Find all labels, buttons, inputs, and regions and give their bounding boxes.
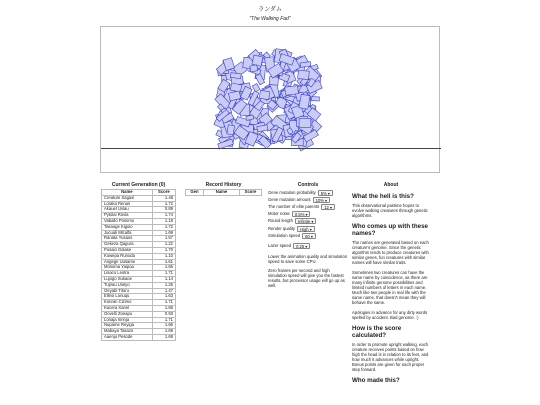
creature-name: Nupame Reyiga	[102, 323, 153, 329]
control-select[interactable]: 10% ▾	[313, 197, 330, 203]
column-header-score: Score	[152, 190, 175, 196]
creature-name: Pusaio Galase	[102, 247, 153, 253]
creature-segment	[299, 94, 310, 109]
creature-segment	[311, 97, 319, 101]
control-select[interactable]: 60 ▾	[302, 233, 316, 239]
about-text-names-1: The names are generated based on each creature's genome. Since the genetic algorithm tends to produce creatures with similar genes, fun creatures with similar names will have similar traits.	[352, 240, 429, 265]
creature-score: 0.93	[152, 311, 175, 317]
about-heading-names: Who comes up with these names?	[352, 223, 428, 237]
column-header-name: Name	[204, 190, 240, 196]
control-row	[268, 196, 348, 203]
speed-note: Zero frames per second and high simulation speed will give you the fastest results, but processor usage will go up as well.	[268, 267, 345, 288]
control-select[interactable]: 5% ▾	[318, 190, 333, 196]
about-text-score: In order to promote upright walking, each creature receives points based on how high the head is in relation to its feet, and how much it advances while upright. Bonus points are given for each proper step forward.	[352, 342, 429, 372]
creature-segment	[285, 86, 299, 96]
controls-header: Controls	[297, 182, 319, 188]
creature-name: Konran Cizimo	[102, 300, 153, 306]
creature-name: Ranata Yusaos	[102, 236, 153, 242]
control-label: Render quality	[268, 225, 296, 231]
creature-score: 1.14	[152, 276, 175, 282]
creature-score: 1.72	[152, 224, 175, 230]
lazer-speed-row	[268, 242, 348, 249]
table-row	[102, 334, 176, 340]
creature-score: 1.74	[152, 213, 175, 219]
creature-score: 1.48	[152, 195, 175, 201]
about-text-what: This observational pastime hopes to evolve walking creatures through genetic algorithms.	[352, 203, 428, 218]
creature-segment	[230, 73, 241, 79]
creature-segment	[299, 118, 311, 127]
creature-segment	[252, 84, 260, 92]
creature-score: 1.69	[152, 334, 175, 340]
creature-name: Lonaja Inrinja	[102, 317, 153, 323]
creature-score: 1.71	[152, 271, 175, 277]
creature-name: Akauel Uvlau	[102, 207, 153, 213]
creature-score: 0.89	[152, 207, 175, 213]
creature-segment	[298, 70, 310, 79]
control-select[interactable]: 12 ▾	[321, 204, 335, 210]
cpu-note: Lower the animation quality and simulation speed to save some CPU.	[268, 253, 348, 264]
generation-table	[101, 189, 176, 341]
lazer-speed-select[interactable]: 0.25 ▾	[293, 243, 310, 249]
creature-name: Mosoma Yaipoa	[102, 265, 153, 271]
creature-name: Elleoi Lonuqu	[102, 294, 153, 300]
creature-name: Mabaya Tasazo	[102, 329, 153, 335]
creature-score: 1.65	[152, 265, 175, 271]
generation-header: Current Generation (0)	[111, 182, 166, 188]
creature-score: 1.25	[152, 282, 175, 288]
page-title: ランダム	[258, 7, 282, 13]
column-header-score: Score	[240, 190, 262, 196]
control-row	[268, 189, 348, 196]
creature-score: 1.61	[152, 259, 175, 265]
control-select[interactable]: Infinite ▾	[295, 218, 316, 224]
creature-name: Jucuali Mlcalfa	[102, 230, 153, 236]
creature-name: Tujirau Uiotyo	[102, 282, 153, 288]
creature-segment	[250, 65, 258, 72]
about-text-names-2: Sometimes two creatures can have the same name by coincidence, as there are many infinite genome possibilities and limited numbers of letters in each name. Much like two people in real life with the same name, that doesn't mean they will behave the same.	[352, 270, 428, 305]
control-row	[268, 232, 348, 239]
about-header: About	[383, 182, 399, 188]
creature-name: Kacera Xanel	[102, 305, 153, 311]
creature-score: 1.69	[152, 230, 175, 236]
creature-score: 1.71	[152, 317, 175, 323]
creature-name: Kowepa Runoda	[102, 253, 153, 259]
control-label: Motor noise	[268, 211, 290, 217]
creature-name: Aaenju Pesode	[102, 334, 153, 340]
creature-name: Oeyabi Titoru	[102, 288, 153, 294]
creature-name: Pytolai Rovla	[102, 213, 153, 219]
column-header-gen: Gen	[186, 190, 204, 196]
lazer-speed-label: Lazer speed	[268, 242, 292, 248]
creature-segment	[227, 125, 235, 135]
creature-name: Aogege Uusame	[102, 259, 153, 265]
creature-name: Loraka Renas	[102, 201, 153, 207]
creature-name: Lisaco Leotra	[102, 271, 153, 277]
creature-name: Vaballo Posomo	[102, 218, 153, 224]
about-heading-what: What the hell is this?	[352, 193, 414, 200]
creature-name: Gekeza Qagura	[102, 242, 153, 248]
about-heading-who: Who made this?	[352, 377, 400, 384]
about-panel	[352, 189, 430, 387]
about-text-names-3: Apologies in advance for any dirty words spelled by accident. Bad genome. :)	[352, 310, 428, 320]
control-label: Gene mutation amount	[268, 196, 311, 202]
creature-heap	[101, 27, 441, 174]
creature-score: 1.66	[152, 323, 175, 329]
control-label: The number of elite parents	[268, 203, 320, 209]
about-heading-score: How is the score calculated?	[352, 325, 402, 339]
control-select[interactable]: High ▾	[297, 226, 315, 232]
creature-score: 1.66	[152, 305, 175, 311]
creature-name: Lujogo Sukaoe	[102, 276, 153, 282]
control-row	[268, 218, 348, 225]
creature-segment	[252, 55, 263, 66]
creature-segment	[269, 77, 278, 86]
creature-name: Oovelli Zoeapu	[102, 311, 153, 317]
page-subtitle: "The Walking Fad"	[249, 16, 291, 22]
creature-name: Creature Sagaxi	[102, 195, 153, 201]
creature-score: 1.70	[152, 247, 175, 253]
control-select[interactable]: 0.5% ▾	[292, 211, 311, 217]
creature-score: 1.68	[152, 329, 175, 335]
record-header: Record History	[205, 182, 242, 188]
simulation-arena	[100, 26, 440, 173]
creature-score: 1.72	[152, 201, 175, 207]
ground-line	[101, 148, 441, 149]
creature-name: Tasaoge Kigoio	[102, 224, 153, 230]
column-header-name: Name	[102, 190, 153, 196]
record-table	[185, 189, 262, 196]
controls-panel	[268, 189, 348, 288]
creature-score: 1.18	[152, 218, 175, 224]
creature-score: 1.71	[152, 300, 175, 306]
creature-score: 1.10	[152, 253, 175, 259]
control-row	[268, 203, 348, 210]
creature-score: 1.47	[152, 288, 175, 294]
creature-segment	[259, 90, 270, 100]
control-row	[268, 225, 348, 232]
creature-score: 1.63	[152, 294, 175, 300]
control-label: Simulation speed	[268, 232, 301, 238]
control-label: Round length	[268, 218, 293, 224]
control-row	[268, 211, 348, 218]
creature-score: 1.57	[152, 236, 175, 242]
creature-score: 1.22	[152, 242, 175, 248]
control-label: Gene mutation probability	[268, 189, 316, 195]
